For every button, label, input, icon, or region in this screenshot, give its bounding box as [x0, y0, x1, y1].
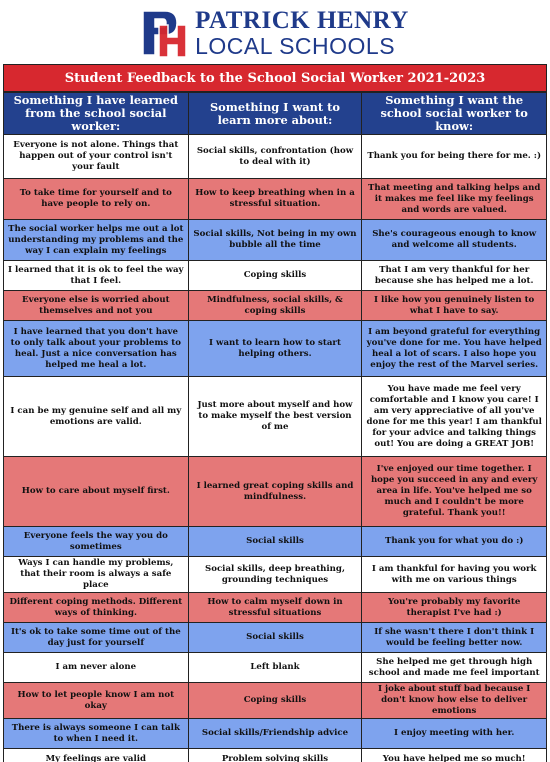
- want-to-know-cell: You have made me feel very comfortable and I know you care! I am very appreciative of all you've done for me this year! I am thankful for your advice and talking things out! You are doing a GREAT JOB!: [362, 377, 547, 457]
- school-name-line2: LOCAL SCHOOLS: [195, 33, 396, 59]
- want-to-know-cell: If she wasn't there I don't think I would be feeling better now.: [362, 623, 547, 653]
- learned-cell: I have learned that you don't have to only talk about your problems to heal. Just a nice conversation has helped me heal a lot.: [4, 321, 189, 377]
- want-to-learn-cell: I learned great coping skills and mindfulness.: [188, 457, 362, 527]
- table-row: [4, 527, 547, 557]
- learned-cell: I am never alone: [4, 653, 189, 683]
- learned-cell: The social worker helps me out a lot understanding my problems and the way I can explain my feelings: [4, 220, 189, 261]
- learned-cell: Ways I can handle my problems, that their room is always a safe place: [4, 557, 189, 593]
- table-row: [4, 291, 547, 321]
- feedback-table: [3, 92, 547, 762]
- school-name-line1: PATRICK HENRY: [195, 7, 409, 34]
- want-to-learn-cell: Social skills, Not being in my own bubble all the time: [188, 220, 362, 261]
- want-to-know-cell: I joke about stuff bad because I don't know how else to deliver emotions: [362, 683, 547, 719]
- want-to-learn-cell: Social skills, deep breathing, grounding techniques: [188, 557, 362, 593]
- want-to-learn-cell: Problem solving skills: [188, 749, 362, 762]
- want-to-learn-cell: Social skills/Friendship advice: [188, 719, 362, 749]
- table-row: [4, 653, 547, 683]
- want-to-know-cell: You have helped me so much!: [362, 749, 547, 762]
- learned-cell: How to let people know I am not okay: [4, 683, 189, 719]
- learned-cell: Different coping methods. Different ways of thinking.: [4, 593, 189, 623]
- want-to-learn-cell: Mindfulness, social skills, & coping skills: [188, 291, 362, 321]
- want-to-learn-cell: Coping skills: [188, 683, 362, 719]
- table-row: [4, 623, 547, 653]
- learned-cell: My feelings are valid: [4, 749, 189, 762]
- want-to-know-cell: That I am very thankful for her because she has helped me a lot.: [362, 261, 547, 291]
- table-row: [4, 457, 547, 527]
- want-to-know-cell: I am beyond grateful for everything you've done for me. You have helped heal a lot of scars. I also hope you enjoy the rest of the Marvel series.: [362, 321, 547, 377]
- want-to-learn-cell: Social skills: [188, 527, 362, 557]
- table-body: [4, 135, 547, 762]
- learned-cell: I can be my genuine self and all my emotions are valid.: [4, 377, 189, 457]
- want-to-learn-cell: Just more about myself and how to make myself the best version of me: [188, 377, 362, 457]
- banner-title: Student Feedback to the School Social Worker 2021-2023: [64, 70, 486, 86]
- want-to-know-cell: Thank you for what you do :): [362, 527, 547, 557]
- table-row: [4, 557, 547, 593]
- want-to-know-cell: She's courageous enough to know and welcome all students.: [362, 220, 547, 261]
- table-row: [4, 321, 547, 377]
- want-to-learn-cell: Social skills: [188, 623, 362, 653]
- column-header-want-to-know: Something I want the school social worker to know:: [362, 93, 547, 135]
- learned-cell: I learned that it is ok to feel the way that I feel.: [4, 261, 189, 291]
- school-name: [195, 8, 409, 58]
- table-row: [4, 749, 547, 762]
- learned-cell: There is always someone I can talk to when I need it.: [4, 719, 189, 749]
- ph-logo-icon: [141, 7, 187, 59]
- want-to-know-cell: She helped me get through high school and made me feel important: [362, 653, 547, 683]
- table-row: [4, 719, 547, 749]
- learned-cell: Everyone is not alone. Things that happen out of your control isn't your fault: [4, 135, 189, 179]
- table-row: [4, 135, 547, 179]
- learned-cell: Everyone feels the way you do sometimes: [4, 527, 189, 557]
- column-header-want-to-learn: Something I want to learn more about:: [188, 93, 362, 135]
- want-to-know-cell: I like how you genuinely listen to what I have to say.: [362, 291, 547, 321]
- learned-cell: To take time for yourself and to have people to rely on.: [4, 179, 189, 220]
- want-to-know-cell: You're probably my favorite therapist I've had :): [362, 593, 547, 623]
- learned-cell: It's ok to take some time out of the day just for yourself: [4, 623, 189, 653]
- table-row: [4, 683, 547, 719]
- want-to-know-cell: I've enjoyed our time together. I hope you succeed in any and every area in life. You've helped me so much and I couldn't be more grateful. Thank you!!: [362, 457, 547, 527]
- title-banner: [3, 64, 547, 92]
- table-row: [4, 179, 547, 220]
- want-to-learn-cell: Left blank: [188, 653, 362, 683]
- table-row: [4, 377, 547, 457]
- want-to-know-cell: Thank you for being there for me. :): [362, 135, 547, 179]
- want-to-learn-cell: Coping skills: [188, 261, 362, 291]
- want-to-know-cell: I enjoy meeting with her.: [362, 719, 547, 749]
- table-row: [4, 593, 547, 623]
- want-to-know-cell: I am thankful for having you work with me on various things: [362, 557, 547, 593]
- table-row: [4, 261, 547, 291]
- table-header-row: [4, 93, 547, 135]
- want-to-learn-cell: Social skills, confrontation (how to deal with it): [188, 135, 362, 179]
- want-to-learn-cell: How to keep breathing when in a stressful situation.: [188, 179, 362, 220]
- learned-cell: How to care about myself first.: [4, 457, 189, 527]
- learned-cell: Everyone else is worried about themselves and not you: [4, 291, 189, 321]
- table-row: [4, 220, 547, 261]
- want-to-learn-cell: How to calm myself down in stressful situations: [188, 593, 362, 623]
- column-header-learned: Something I have learned from the school social worker:: [4, 93, 189, 135]
- want-to-learn-cell: I want to learn how to start helping others.: [188, 321, 362, 377]
- want-to-know-cell: That meeting and talking helps and it makes me feel like my feelings and words are valued.: [362, 179, 547, 220]
- header: [0, 0, 550, 62]
